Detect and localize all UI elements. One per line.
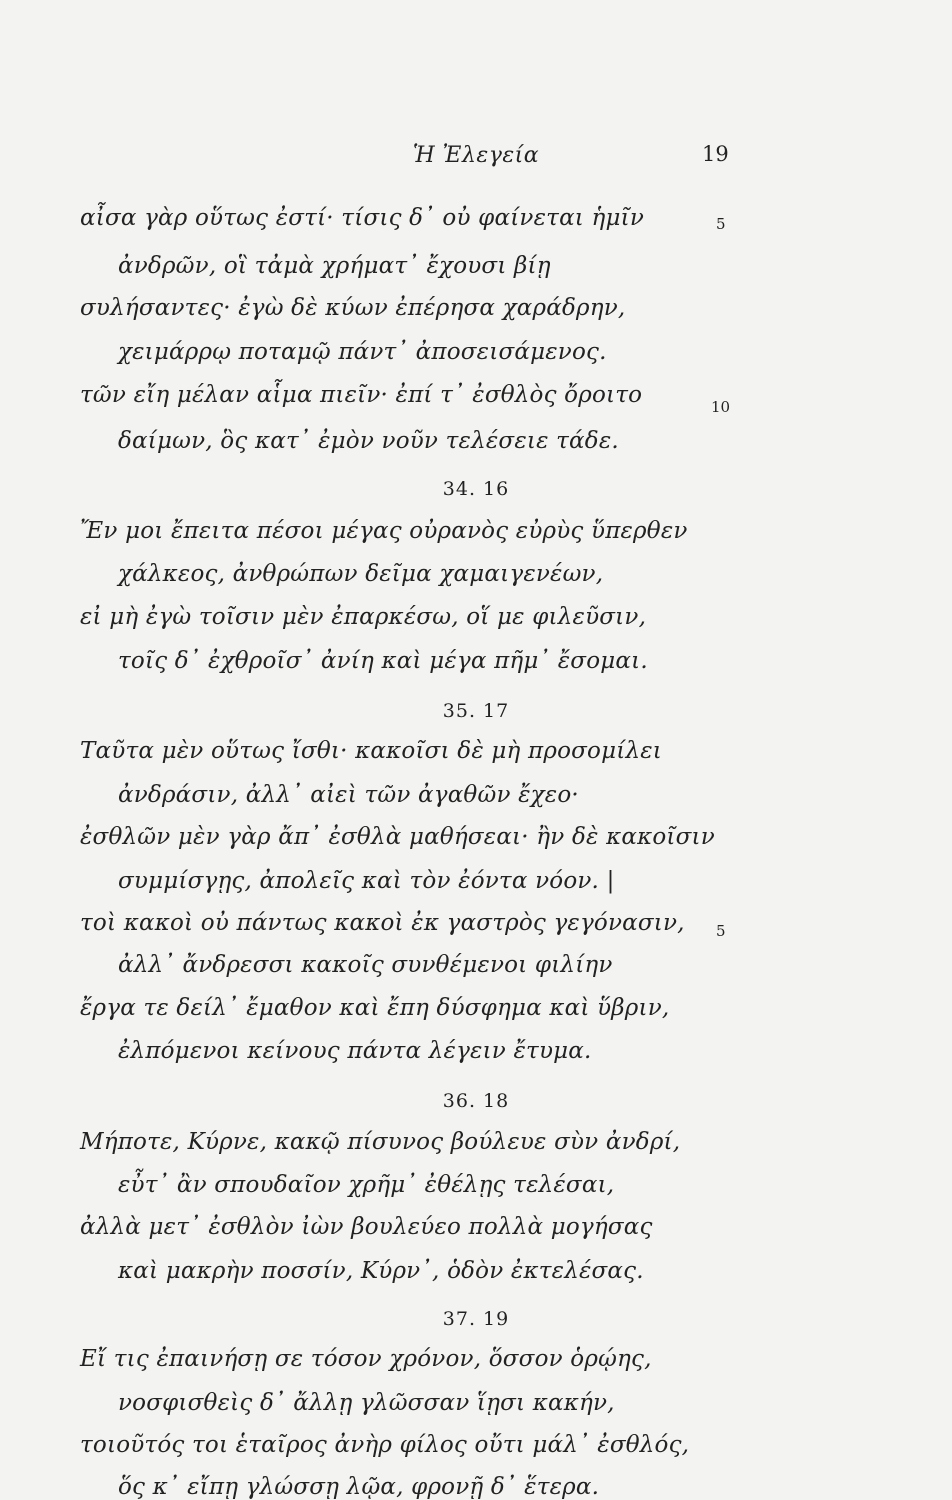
poem-heading: 35. 17 [442,700,510,722]
verse-line: ἀλλ᾿ ἄνδρεσσι κακοῖς συνθέμενοι φιλίην [118,952,613,978]
verse-line: Εἴ τις ἐπαινήσῃ σε τόσον χρόνον, ὅσσον ὁρῴης, [80,1346,652,1372]
running-head: Ἡ Ἐλεγεία [412,143,540,168]
verse-line: ἐσθλῶν μὲν γὰρ ἄπ᾿ ἐσθλὰ μαθήσεαι· ἢν δὲ κακοῖσιν [80,824,715,850]
verse-line: χειμάρρῳ ποταμῷ πάντ᾿ ἀποσεισάμενος. [118,339,607,365]
poem-heading: 34. 16 [442,478,510,500]
verse-line: συλήσαντες· ἐγὼ δὲ κύων ἐπέρησα χαράδρην, [80,295,626,321]
verse-line: Ἔν μοι ἔπειτα πέσοι μέγας οὐρανὸς εὐρὺς ὕπερθεν [80,518,688,544]
verse-line: τοιοῦτός τοι ἑταῖρος ἀνὴρ φίλος οὔτι μάλ᾿ ἐσθλός, [80,1432,690,1458]
verse-line: Ταῦτα μὲν οὕτως ἴσθι· κακοῖσι δὲ μὴ προσομίλει [80,738,662,764]
verse-line: ἔργα τε δείλ᾿ ἔμαθον καὶ ἔπη δύσφημα καὶ ὕβριν, [80,995,670,1021]
line-number: 10 [711,398,731,416]
verse-line: νοσφισθεὶς δ᾿ ἄλλῃ γλῶσσαν ἵῃσι κακήν, [118,1390,615,1416]
verse-line: χάλκεος, ἀνθρώπων δεῖμα χαμαιγενέων, [118,561,604,587]
poem-heading: 37. 19 [442,1308,510,1330]
line-number: 5 [716,922,726,940]
verse-line: ἀνδράσιν, ἀλλ᾿ αἰεὶ τῶν ἀγαθῶν ἔχεο· [118,782,579,808]
verse-line: εἰ μὴ ἐγὼ τοῖσιν μὲν ἐπαρκέσω, οἵ με φιλεῦσιν, [80,604,647,630]
verse-line: τοὶ κακοὶ οὐ πάντως κακοὶ ἐκ γαστρὸς γεγόνασιν, [80,910,685,936]
verse-line: καὶ μακρὴν ποσσίν, Κύρν᾿, ὁδὸν ἐκτελέσας. [118,1258,644,1284]
verse-line: ἀνδρῶν, οἳ τἀμὰ χρήματ᾿ ἔχουσι βίῃ [118,253,551,279]
verse-line: ὅς κ᾿ εἴπῃ γλώσσῃ λῷα, φρονῇ δ᾿ ἕτερα. [118,1474,600,1500]
line-number: 5 [716,215,726,233]
poem-heading: 36. 18 [442,1090,510,1112]
verse-line: εὖτ᾿ ἂν σπουδαῖον χρῆμ᾿ ἐθέλῃς τελέσαι, [118,1172,615,1198]
verse-line: Μήποτε, Κύρνε, κακῷ πίσυνος βούλευε σὺν ἀνδρί, [80,1129,681,1155]
verse-line: τῶν εἴη μέλαν αἷμα πιεῖν· ἐπί τ᾿ ἐσθλὸς ὄροιτο [80,382,643,408]
verse-line: δαίμων, ὃς κατ᾿ ἐμὸν νοῦν τελέσειε τάδε. [118,428,619,454]
page-number: 19 [702,142,729,166]
verse-line: συμμίσγῃς, ἀπολεῖς καὶ τὸν ἐόντα νόον. | [118,868,615,894]
verse-line: ἀλλὰ μετ᾿ ἐσθλὸν ἰὼν βουλεύεο πολλὰ μογήσας [80,1214,653,1240]
verse-line: ἐλπόμενοι κείνους πάντα λέγειν ἔτυμα. [118,1038,592,1064]
verse-line: τοῖς δ᾿ ἐχθροῖσ᾿ ἀνίη καὶ μέγα πῆμ᾿ ἔσομαι. [118,648,648,674]
verse-line: αἶσα γὰρ οὕτως ἐστί· τίσις δ᾿ οὐ φαίνεται ἡμῖν [80,205,645,231]
